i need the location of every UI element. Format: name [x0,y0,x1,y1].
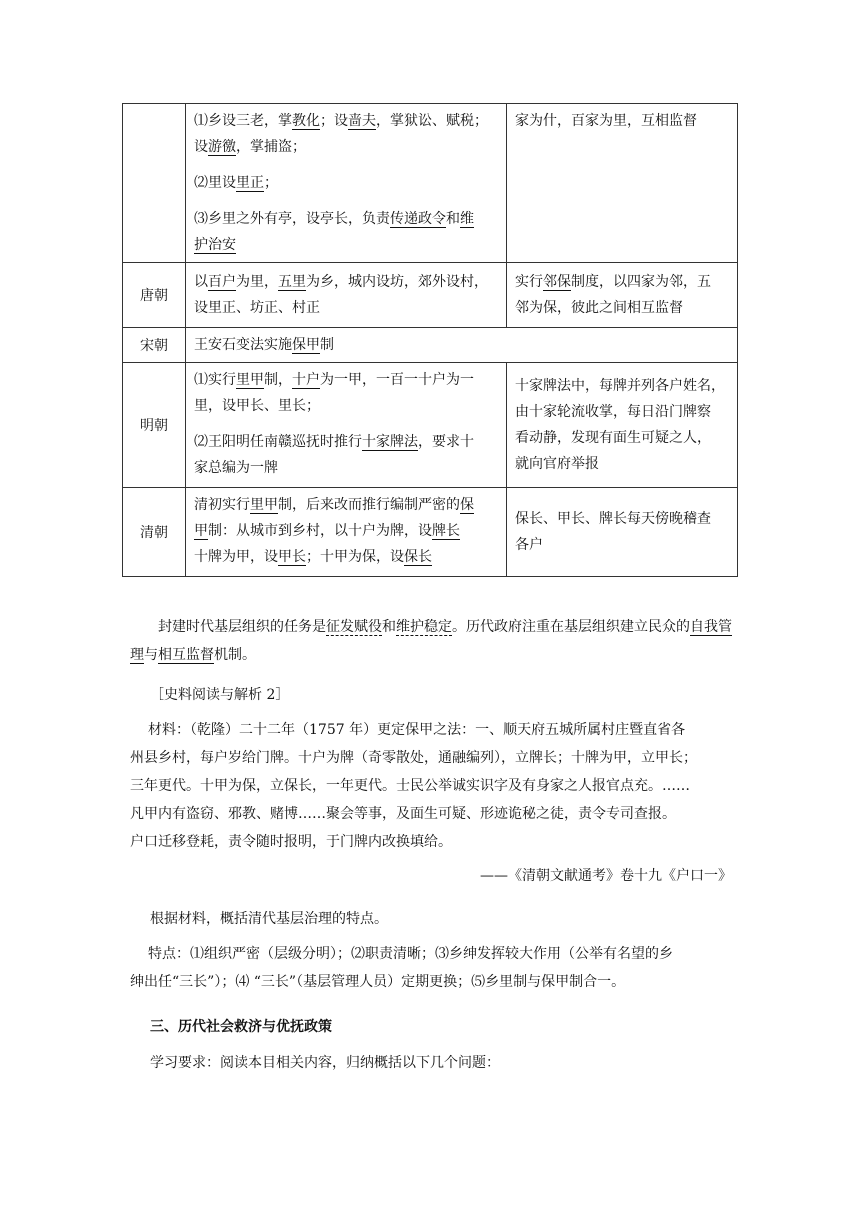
source-citation: ——《清朝文献通考》卷十九《户口一》 [480,868,732,884]
section-heading: ［史料阅读与解析 2］ [150,687,290,703]
table-row [123,363,738,488]
dynasty-cell: 明朝 [123,363,186,488]
question-text: 根据材料，概括清代基层治理的特点。 [150,911,388,927]
measures-cell: 王安石变法实施保甲制 [186,328,738,363]
dynasty-cell: 宋朝 [123,328,186,363]
table-row [123,328,738,363]
section-heading: 三、历代社会救济与优抚政策 [150,1019,332,1035]
notes-cell: 实行邻保制度，以四家为邻，五 邻为保，彼此之间相互监督 [507,263,738,328]
summary-paragraph: 封建时代基层组织的任务是征发赋役和维护稳定。历代政府注重在基层组织建立民众的自我管理与相互监督机制。 [130,619,732,663]
table-row [123,488,738,577]
dynasty-cell: 清朝 [123,488,186,577]
table-row [123,104,738,263]
material-paragraph: 材料：（乾隆）二十二年（1757 年）更定保甲之法：一、顺天府五城所属村庄暨直省各 州县乡村，每户岁给门牌。十户为牌（奇零散处，通融编列），立牌长；十牌为甲，立甲长； 三年更代。十甲为保，立保长，一年更代。士民公举诚实识字及有身家之人报官点充。…… 凡甲内有盗窃、邪教、赌博……聚会等事，及面生可疑、形迹诡秘之徒，责令专司查报。 户口迁移登耗，责令随时报明，于门牌内改换填给。 [130,722,697,850]
study-requirement: 学习要求：阅读本目相关内容，归纳概括以下几个问题： [150,1055,500,1071]
grassroots-table [122,103,738,577]
notes-cell: 家为什，百家为里，互相监督 [507,104,738,263]
table-row [123,263,738,328]
measures-cell: ⑴乡设三老，掌教化；设啬夫，掌狱讼、赋税； 设游徼，掌捕盗； ⑵里设里正； ⑶乡里之外有亭，设亭长，负责传递政令和维 护治安 [186,104,507,263]
measures-cell: ⑴实行里甲制，十户为一甲，一百一十户为一 里，设甲长、里长； ⑵王阳明任南赣巡抚时推行十家牌法，要求十 家总编为一牌 [186,363,507,488]
notes-cell: 十家牌法中，每牌并列各户姓名， 由十家轮流收掌，每日沿门牌察 看动静，发现有面生可疑之人， 就向官府举报 [507,363,738,488]
answer-paragraph: 特点：⑴组织严密（层级分明）；⑵职责清晰；⑶乡绅发挥较大作用（公举有名望的乡 绅出任“三长”）；⑷ “三长”（基层管理人员）定期更换；⑸乡里制与保甲制合一。 [130,946,673,990]
notes-cell: 保长、甲长、牌长每天傍晚稽查 各户 [507,488,738,577]
dynasty-cell [123,104,186,263]
measures-cell: 以百户为里，五里为乡，城内设坊，郊外设村， 设里正、坊正、村正 [186,263,507,328]
measures-cell: 清初实行里甲制，后来改而推行编制严密的保 甲制：从城市到乡村，以十户为牌，设牌长 十牌为甲，设甲长；十甲为保，设保长 [186,488,507,577]
dynasty-cell: 唐朝 [123,263,186,328]
